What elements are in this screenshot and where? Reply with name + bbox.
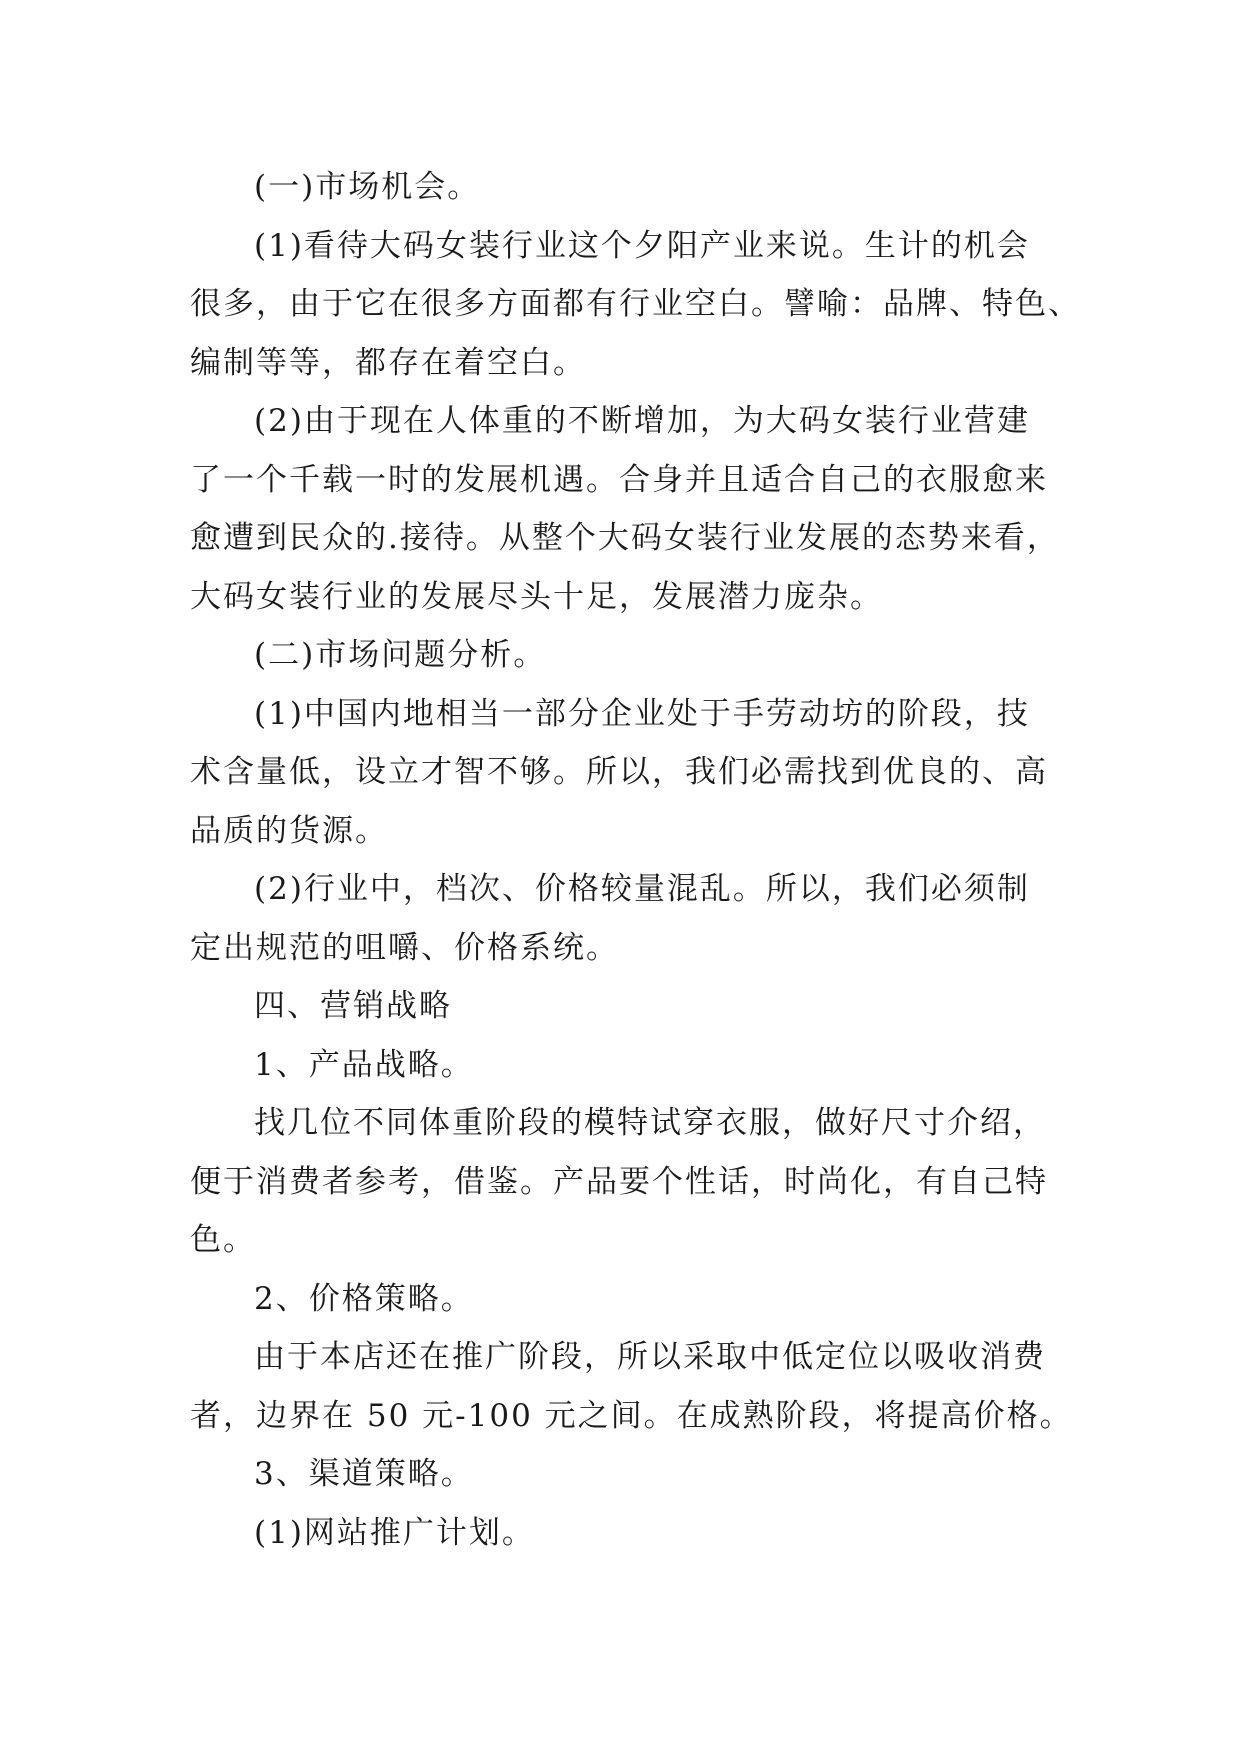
- text-line: 编制等等，都存在着空白。: [190, 344, 586, 381]
- text-line: 1、产品战略。: [254, 1046, 474, 1083]
- text-line: 大码女装行业的发展尽头十足，发展潜力庞杂。: [190, 578, 883, 615]
- text-line: 者，边界在 50 元-100 元之间。在成熟阶段，将提高价格。: [190, 1397, 1073, 1434]
- text-line: 了一个千载一时的发展机遇。合身并且适合自己的衣服愈来: [190, 461, 1048, 498]
- text-line: (二)市场问题分析。: [254, 637, 547, 673]
- text-line: 找几位不同体重阶段的模特试穿衣服，做好尺寸介绍，: [254, 1105, 1046, 1141]
- text-line: 2、价格策略。: [254, 1280, 474, 1317]
- text-line: 品质的货源。: [190, 812, 388, 849]
- text-line: (2)行业中，档次、价格较量混乱。所以，我们必须制: [254, 871, 1030, 907]
- text-line: 3、渠道策略。: [254, 1456, 474, 1492]
- text-line: 术含量低，设立才智不够。所以，我们必需找到优良的、高: [190, 754, 1048, 790]
- text-line: (1)网站推广计划。: [254, 1514, 535, 1551]
- text-line: 由于本店还在推广阶段，所以采取中低定位以吸收消费: [254, 1339, 1046, 1375]
- text-line: (1)看待大码女装行业这个夕阳产业来说。生计的机会: [254, 227, 1030, 264]
- text-line: (一)市场机会。: [254, 169, 481, 205]
- text-line: 定出规范的咀嚼、价格系统。: [190, 929, 619, 966]
- text-line: 色。: [190, 1222, 256, 1258]
- text-line: 四、营销战略: [254, 988, 452, 1024]
- text-line: (2)由于现在人体重的不断增加，为大码女装行业营建: [254, 403, 1030, 439]
- text-line: 愈遭到民众的.接待。从整个大码女装行业发展的态势来看，: [190, 520, 1060, 556]
- text-line: 便于消费者参考，借鉴。产品要个性话，时尚化，有自己特: [190, 1163, 1048, 1200]
- text-line: 很多，由于它在很多方面都有行业空白。譬喻：品牌、特色、: [190, 286, 1081, 322]
- text-line: (1)中国内地相当一部分企业处于手劳动坊的阶段，技: [254, 695, 1030, 732]
- document-body: [190, 158, 1081, 1562]
